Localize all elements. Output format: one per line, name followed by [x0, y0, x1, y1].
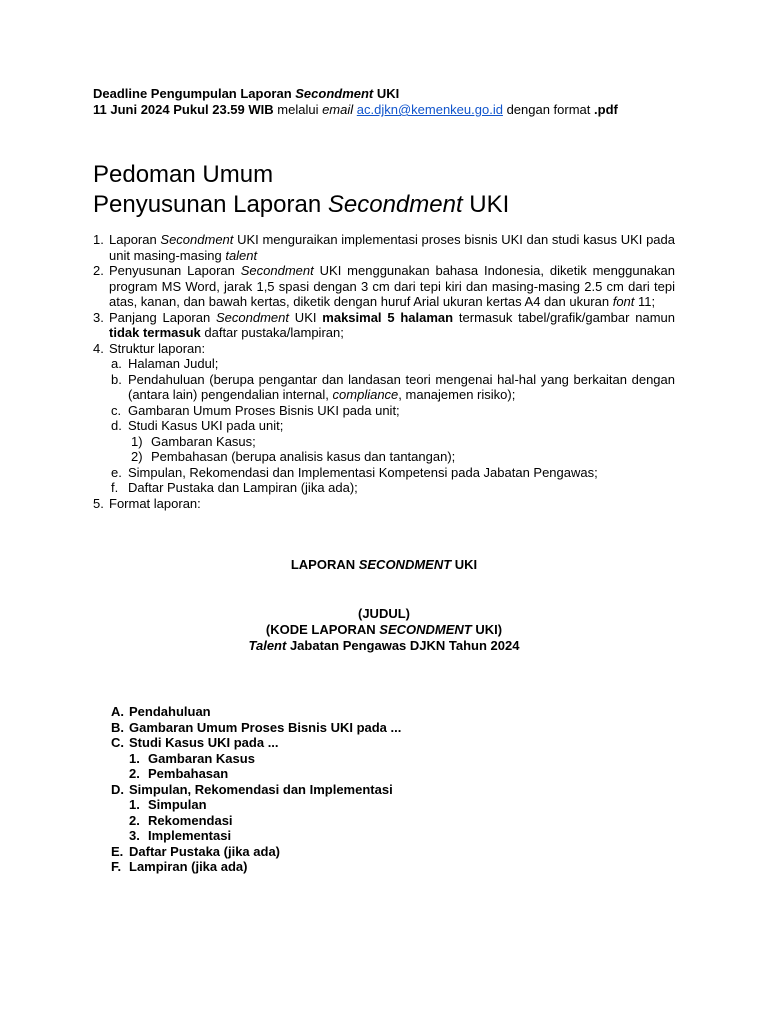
item-bold: maksimal 5 halaman [322, 309, 454, 325]
outline-number: C. [111, 735, 124, 750]
item-text: Laporan [109, 232, 161, 247]
sub-number: d. [111, 418, 122, 433]
item-number: 1. [93, 232, 104, 247]
subsub-text: Pembahasan (berupa analisis kasus dan tantangan); [151, 449, 456, 464]
guideline-item-5 [93, 496, 675, 512]
outline-item-c-1 [129, 751, 401, 767]
item-text: daftar pustaka/lampiran; [200, 325, 344, 340]
outline-number: E. [111, 843, 124, 859]
title-text: Penyusunan Laporan [93, 191, 328, 218]
outline-item-d-1 [129, 797, 401, 813]
deadline-format-pdf: .pdf [594, 102, 618, 117]
structure-item-d-2 [131, 449, 675, 465]
deadline-email-word: email [322, 102, 354, 117]
outline-number: F. [111, 859, 122, 874]
outline-text: Lampiran (jika ada) [129, 859, 248, 874]
guidelines-list [93, 232, 675, 511]
structure-item-d-1 [131, 434, 675, 450]
sub-text: Daftar Pustaka dan Lampiran (jika ada); [128, 480, 358, 495]
item-text: 11; [634, 294, 656, 309]
format-kode-text: (KODE LAPORAN [265, 622, 380, 637]
outline-text: Gambaran Umum Proses Bisnis UKI pada ... [129, 719, 402, 735]
item-italic: Secondment [240, 263, 314, 278]
subsub-number: 2) [131, 449, 143, 464]
outline-item-b [111, 720, 401, 736]
sub-text: Studi Kasus UKI pada unit; [128, 418, 284, 433]
item-italic: Secondment [160, 232, 234, 247]
outline-sub-number: 1. [129, 750, 140, 766]
page-title [93, 160, 509, 220]
deadline-date: 11 Juni 2024 Pukul 23.59 WIB [93, 102, 274, 117]
outline-text: Studi Kasus UKI pada ... [129, 735, 279, 750]
deadline-line-2 [93, 102, 683, 118]
outline-sub-text: Implementasi [148, 828, 232, 843]
item-text: UKI menggunakan bahasa Indonesia, diketik menggunakan program MS Word, jarak 1,5 spasi dengan 3 cm dari tepi kiri dan masing-masing 2.5 cm dari tepi atas, kanan, dan bawah kertas, diketik dengan huruf Arial ukuran kertas A4 dan ukuran [109, 263, 675, 309]
structure-item-e [111, 465, 675, 481]
deadline-format-text: dengan format [502, 102, 595, 117]
outline-number: A. [111, 704, 124, 719]
format-heading [93, 557, 675, 573]
deadline-uki: UKI [373, 86, 400, 101]
guideline-item-2 [93, 263, 675, 310]
format-title-block [93, 606, 675, 654]
outline-text: Simpulan, Rekomendasi dan Implementasi [129, 781, 393, 797]
item-text: Struktur laporan: [109, 340, 206, 356]
format-judul: (JUDUL) [358, 606, 410, 621]
outline-item-a [111, 704, 401, 720]
structure-item-f [111, 480, 675, 496]
outline-sub-text: Simpulan [148, 797, 207, 812]
outline-sub-number: 2. [129, 766, 140, 781]
title-uki: UKI [462, 191, 510, 218]
structure-item-a [111, 356, 675, 372]
title-line-2 [93, 190, 509, 220]
sub-text: Simpulan, Rekomendasi dan Implementasi Kompetensi pada Jabatan Pengawas; [128, 464, 598, 480]
outline-sub-text: Gambaran Kasus [148, 750, 255, 766]
format-talent [93, 638, 675, 654]
outline-number: B. [111, 719, 124, 735]
deadline-secondment: Secondment [295, 86, 374, 101]
sub-number: c. [111, 402, 122, 418]
guideline-item-1 [93, 232, 675, 263]
item-text: Format laporan: [109, 495, 201, 511]
outline-sub-number: 1. [129, 797, 140, 812]
outline-item-c [111, 735, 401, 751]
outline-number: D. [111, 781, 124, 797]
sub-number: f. [111, 480, 119, 495]
format-talent-text: Jabatan Pengawas DJKN Tahun 2024 [286, 638, 520, 653]
item-italic: font [612, 294, 635, 309]
deadline-line-1 [93, 86, 683, 102]
outline-item-d-2 [129, 813, 401, 829]
email-link[interactable]: ac.djkn@kemenkeu.go.id [356, 102, 503, 117]
sub-text: Pendahuluan (berupa pengantar dan landasan teori mengenai hal-hal yang berkaitan dengan (antara lain) pengendalian internal, [128, 371, 675, 402]
outline-item-d-3 [129, 828, 401, 844]
sub-text: Gambaran Umum Proses Bisnis UKI pada unit; [128, 402, 400, 418]
guideline-item-3 [93, 310, 675, 341]
outline-item-e [111, 844, 401, 860]
item-number: 5. [93, 495, 104, 511]
report-outline [111, 704, 401, 875]
item-number: 2. [93, 263, 104, 278]
item-italic: talent [225, 247, 258, 263]
format-kode-uki: UKI) [471, 622, 503, 637]
deadline-text: Deadline Pengumpulan Laporan [93, 86, 296, 101]
item-italic: Secondment [216, 309, 290, 325]
format-kode [93, 622, 675, 638]
subsub-text: Gambaran Kasus; [151, 433, 256, 449]
item-text: Panjang Laporan [109, 309, 217, 325]
deadline-via: melalui [273, 102, 323, 117]
item-text: termasuk tabel/grafik/gambar namun [453, 309, 675, 325]
sub-text: Halaman Judul; [128, 356, 219, 371]
item-text: UKI menguraikan implementasi proses bisnis UKI dan studi kasus UKI pada unit masing-masing [109, 232, 675, 263]
item-bold: tidak termasuk [109, 325, 201, 340]
format-talent-italic: Talent [248, 638, 287, 653]
outline-text: Daftar Pustaka (jika ada) [129, 843, 281, 859]
outline-sub-text: Pembahasan [148, 766, 229, 781]
outline-sub-number: 2. [129, 812, 140, 828]
structure-item-b [111, 372, 675, 403]
sub-number: a. [111, 356, 122, 371]
outline-text: Pendahuluan [129, 704, 211, 719]
format-heading-uki: UKI [451, 557, 478, 572]
item-text: UKI [289, 309, 323, 325]
sub-number: b. [111, 371, 122, 387]
guideline-item-4 [93, 341, 675, 496]
outline-sub-text: Rekomendasi [148, 812, 233, 828]
format-kode-italic: SECONDMENT [379, 622, 472, 637]
title-line-1: Pedoman Umum [93, 161, 274, 188]
format-heading-text: LAPORAN [290, 557, 359, 572]
outline-item-c-2 [129, 766, 401, 782]
title-secondment: Secondment [327, 191, 463, 218]
item-number: 3. [93, 309, 104, 325]
structure-item-c [111, 403, 675, 419]
deadline-header [93, 86, 683, 118]
structure-item-d [111, 418, 675, 434]
format-heading-italic: SECONDMENT [358, 557, 452, 572]
sub-number: e. [111, 464, 122, 480]
item-text: Penyusunan Laporan [109, 263, 241, 278]
item-number: 4. [93, 340, 104, 356]
sub-italic: compliance [332, 387, 399, 402]
outline-item-d [111, 782, 401, 798]
outline-sub-number: 3. [129, 828, 140, 843]
sub-text: , manajemen risiko); [398, 387, 516, 402]
subsub-number: 1) [131, 433, 143, 449]
outline-item-f [111, 859, 401, 875]
